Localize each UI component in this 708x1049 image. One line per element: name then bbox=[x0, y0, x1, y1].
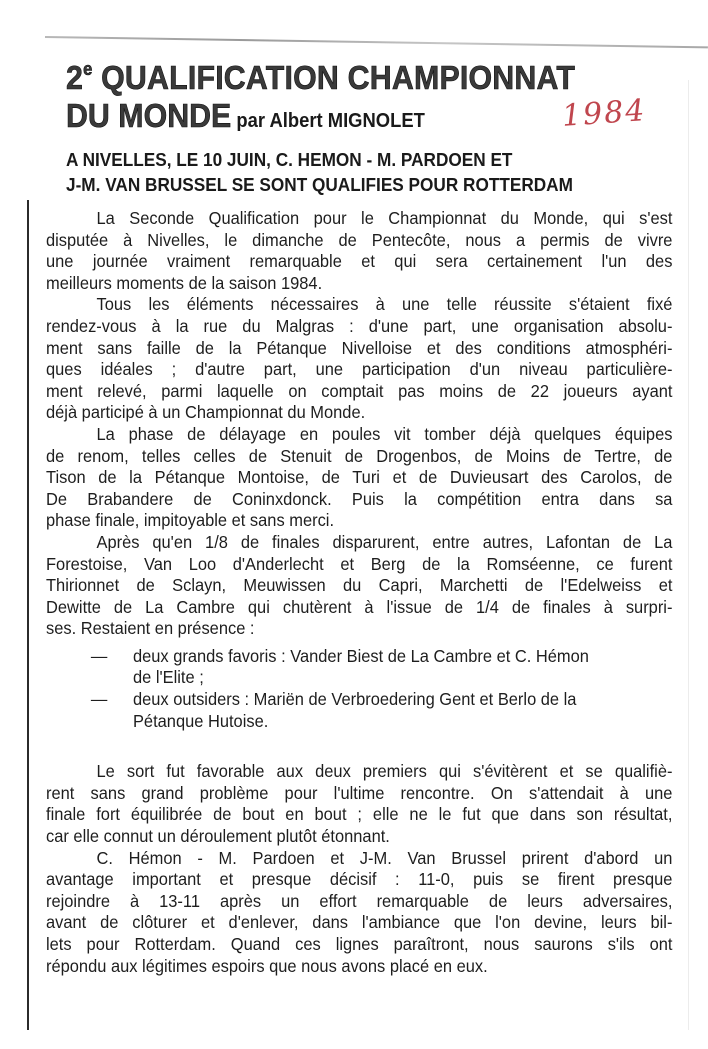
paragraph-6 bbox=[46, 848, 672, 978]
em-dash-bullet: — bbox=[90, 645, 108, 666]
text-line: déjà participé à un Championnat du Monde. bbox=[46, 402, 366, 423]
text-line: rent sans grand problème pour l'ultime rencontre. On s'attendait à une bbox=[46, 782, 673, 803]
subheadline-line: J-M. VAN BRUSSEL SE SONT QUALIFIES POUR ROTTERDAM bbox=[66, 174, 573, 195]
text-line: répondu aux légitimes espoirs que nous avons placé en eux. bbox=[46, 955, 488, 976]
text-line: Tous les éléments nécessaires à une telle réussite s'étaient fixé bbox=[96, 294, 673, 315]
text-line: phase finale, impitoyable et sans merci. bbox=[46, 510, 335, 531]
handwritten-year-annotation: 1984 bbox=[560, 93, 648, 134]
paragraph-2 bbox=[46, 294, 672, 424]
list-item-text: Pétanque Hutoise. bbox=[132, 710, 269, 731]
article-subheadline bbox=[66, 147, 573, 197]
text-line: meilleurs moments de la saison 1984. bbox=[46, 272, 323, 293]
text-line: rejoindre à 13-11 après un effort remarquable de leurs adversaires, bbox=[46, 890, 673, 911]
em-dash-bullet: — bbox=[90, 689, 108, 710]
headline-line-1 bbox=[66, 50, 575, 97]
list-item-text: deux grands favoris : Vander Biest de La Cambre et C. Hémon bbox=[132, 645, 589, 666]
paragraph-3 bbox=[46, 424, 672, 532]
paragraph-5 bbox=[46, 761, 672, 847]
text-line: ses. Restaient en présence : bbox=[46, 618, 255, 639]
text-line: avant de clôturer et d'enlever, dans l'ambiance que l'on devine, leurs bil- bbox=[46, 912, 673, 933]
headline-title-part1: QUALIFICATION CHAMPIONNAT bbox=[92, 59, 576, 96]
headline-line-2 bbox=[66, 97, 575, 140]
headline-ordinal: 2 bbox=[66, 59, 84, 96]
text-line: La phase de délayage en poules vit tomber déjà quelques équipes bbox=[96, 423, 673, 444]
text-line: disputée à Nivelles, le dimanche de Pentecôte, nous a permis de vivre bbox=[46, 229, 673, 250]
article-headline bbox=[66, 50, 619, 140]
text-line: La Seconde Qualification pour le Championnat du Monde, qui s'est bbox=[96, 208, 673, 228]
text-line: finale fort équilibrée de bout en bout ; elle ne le fut que dans son résultat, bbox=[46, 804, 673, 825]
text-line: de renom, telles celles de Stenuit de Drogenbos, de Moins de Tertre, de bbox=[46, 445, 673, 466]
subheadline-line: A NIVELLES, LE 10 JUIN, C. HEMON - M. PARDOEN ET bbox=[66, 149, 513, 170]
text-line: C. Hémon - M. Pardoen et J-M. Van Brussel prirent d'abord un bbox=[96, 847, 673, 868]
clipping-right-edge bbox=[688, 80, 689, 1030]
list-item-text: de l'Elite ; bbox=[132, 667, 204, 688]
list-item-text: deux outsiders : Mariën de Verbroedering Gent et Berlo de la bbox=[132, 689, 577, 710]
article-body bbox=[46, 208, 672, 977]
headline-ordinal-suffix: e bbox=[83, 59, 93, 79]
text-line: une journée vraiment remarquable et qui sera certainement l'un des bbox=[46, 251, 673, 272]
paragraph-1 bbox=[46, 208, 672, 294]
text-line: Tison de la Pétanque Montoise, de Turi et de Duvieusart des Carolos, de bbox=[46, 467, 673, 488]
text-line: lets pour Rotterdam. Quand ces lignes paraîtront, nous saurons s'ils ont bbox=[46, 934, 673, 954]
text-line: De Brabandere de Coninxdonck. Puis la compétition entra dans sa bbox=[46, 488, 673, 509]
text-line: Le sort fut favorable aux deux premiers qui s'évitèrent et se qualifiè- bbox=[96, 761, 673, 782]
text-line: ment relevé, parmi laquelle on comptait pas moins de 22 joueurs ayant bbox=[46, 380, 673, 401]
list-item bbox=[46, 689, 672, 732]
text-line: ment sans faille de la Pétanque Nivelloise et des conditions atmosphéri- bbox=[46, 337, 673, 358]
finalists-list bbox=[46, 646, 672, 732]
text-line: car elle connut un déroulement plutôt étonnant. bbox=[46, 826, 390, 847]
clipping-top-edge bbox=[45, 36, 708, 48]
text-line: rendez-vous à la rue du Malgras : d'une part, une organisation absolu- bbox=[46, 315, 673, 336]
text-line: Après qu'en 1/8 de finales disparurent, entre autres, Lafontan de La bbox=[96, 531, 673, 552]
text-line: Thirionnet de Sclayn, Meuwissen du Capri, Marchetti de l'Edelweiss et bbox=[46, 575, 673, 596]
text-line: Forestoise, Van Loo d'Anderlecht et Berg de la Romséenne, ce furent bbox=[46, 553, 673, 574]
paragraph-4 bbox=[46, 532, 672, 640]
list-item bbox=[46, 646, 672, 689]
text-line: avantage important et presque décisif : 11-0, puis se firent presque bbox=[46, 869, 673, 890]
headline-title-part2: DU MONDE bbox=[66, 97, 232, 134]
clipping-left-edge bbox=[27, 200, 29, 1030]
text-line: Dewitte de La Cambre qui chutèrent à l'issue de 1/4 de finales à surpri- bbox=[46, 596, 673, 617]
author-byline: par Albert MIGNOLET bbox=[231, 110, 425, 132]
text-line: ques idéales ; d'autre part, une participation d'un niveau particulière- bbox=[46, 359, 673, 380]
